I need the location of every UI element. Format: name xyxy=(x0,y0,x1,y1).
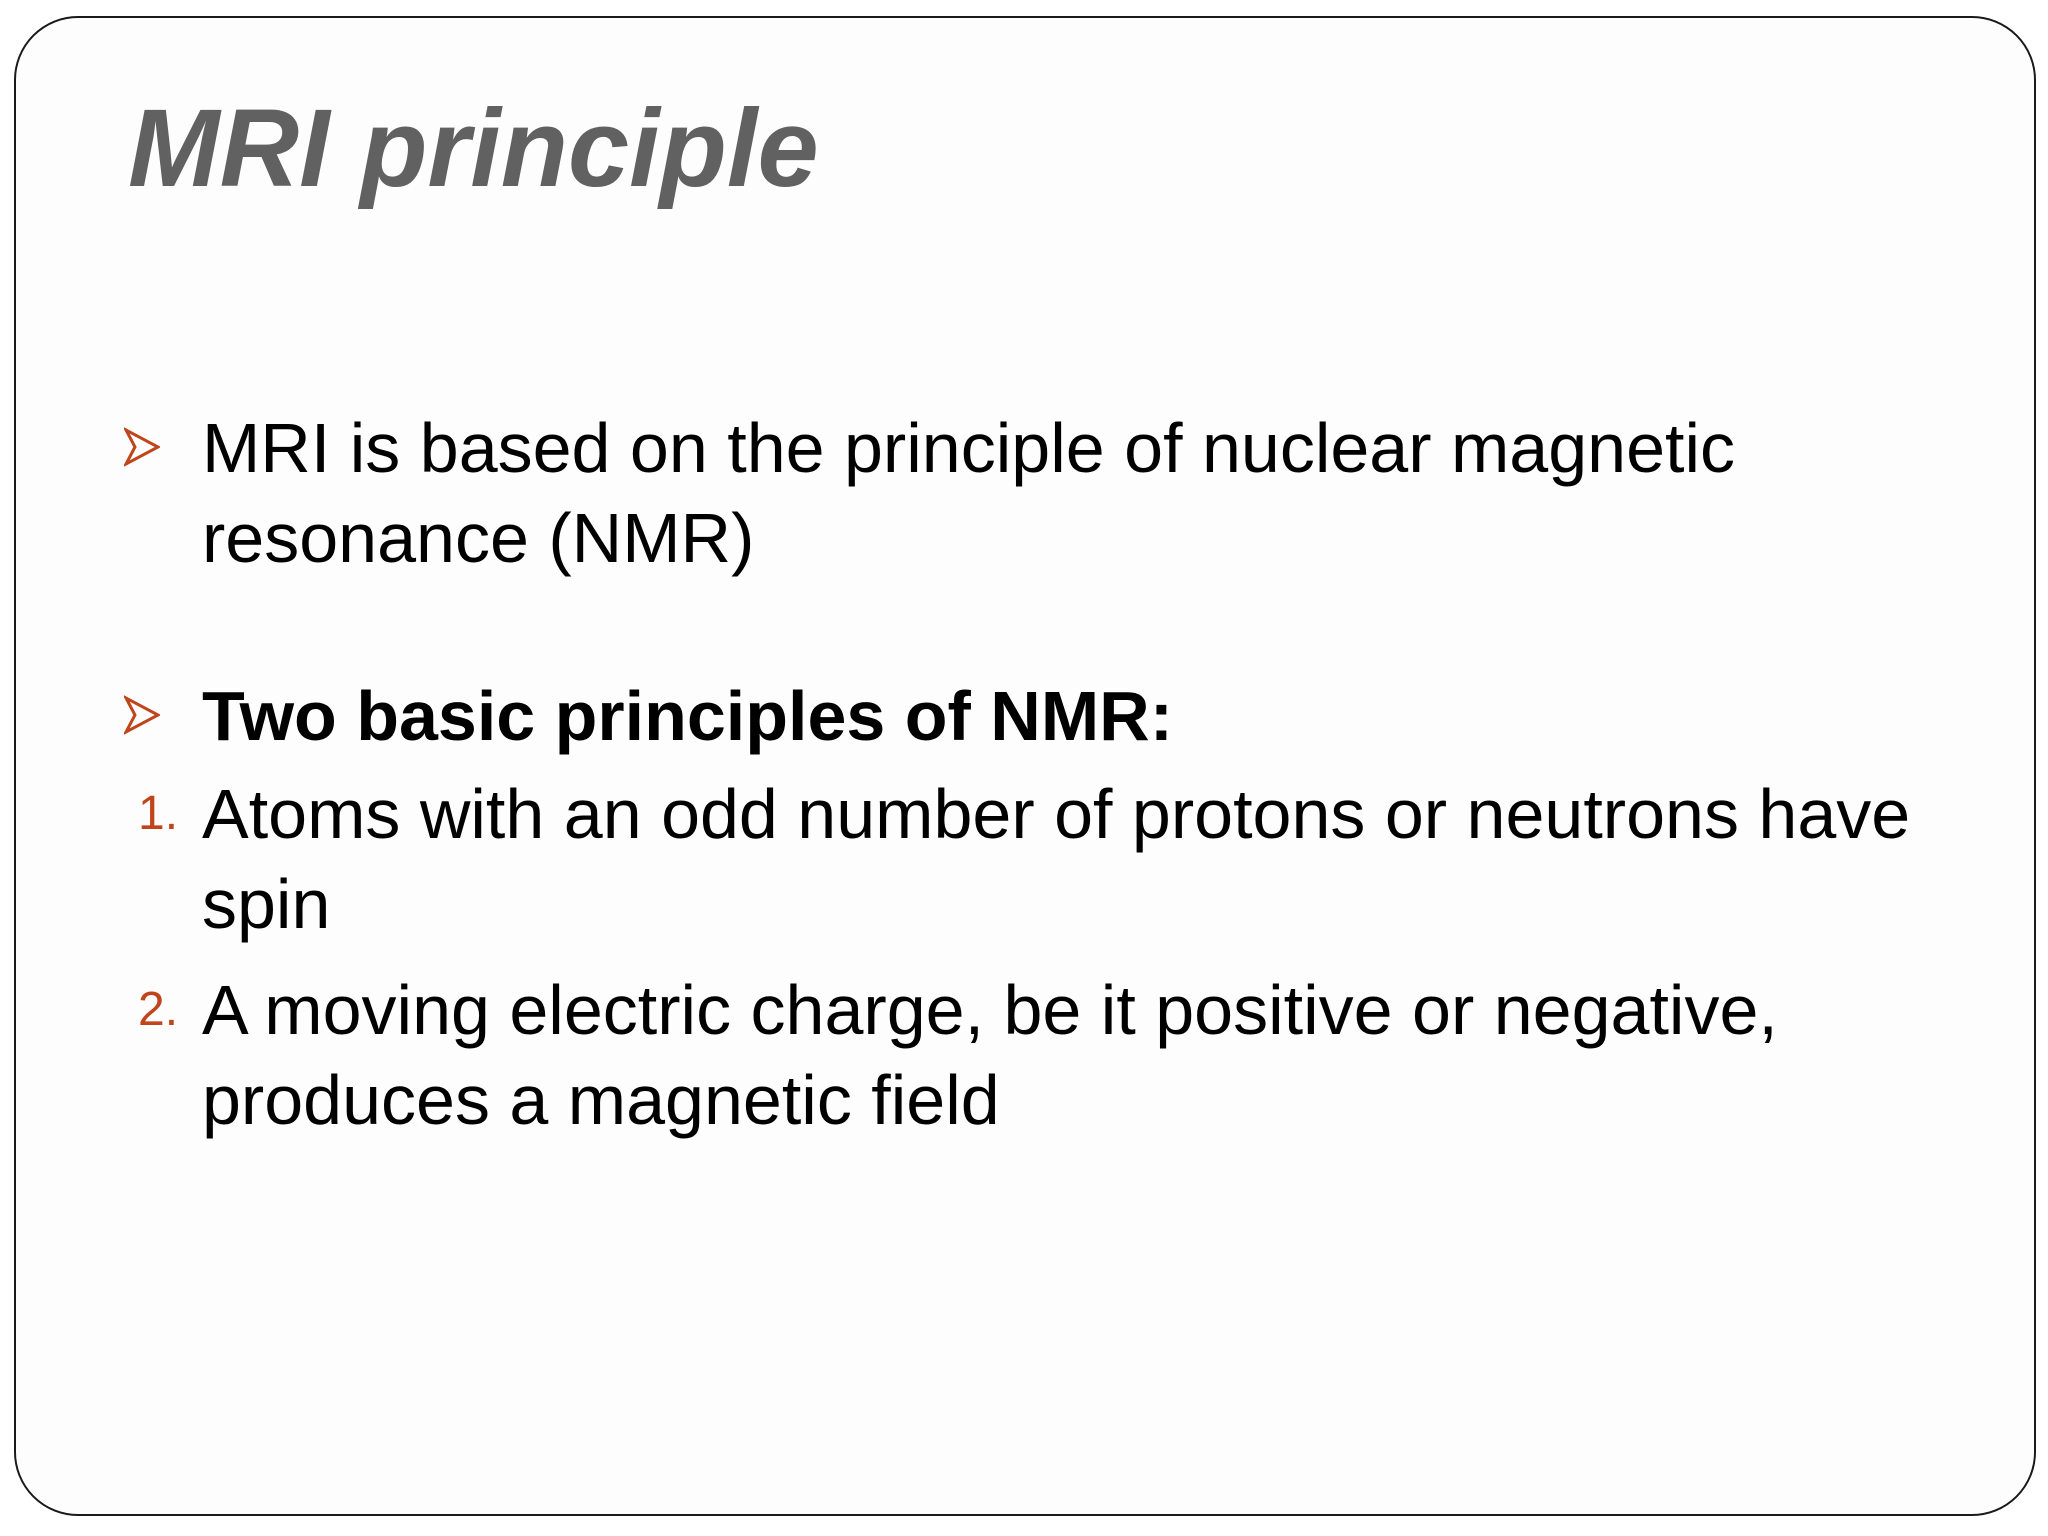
bullet-item xyxy=(124,403,1944,583)
number-marker: 1. xyxy=(138,787,179,840)
slide-title: MRI principle xyxy=(128,87,819,210)
bullet-text-heading: Two basic principles of NMR: xyxy=(202,677,1174,755)
numbered-text: Atoms with an odd number of protons or neutrons have spin xyxy=(202,775,1911,943)
bullet-item xyxy=(124,671,1944,761)
numbered-text: A moving electric charge, be it positive or negative, produces a magnetic field xyxy=(202,971,1778,1139)
bullet-text: MRI is based on the principle of nuclear magnetic resonance (NMR) xyxy=(202,409,1736,577)
numbered-item xyxy=(124,965,1944,1145)
arrow-bullet-icon xyxy=(124,403,202,467)
number-marker: 2. xyxy=(138,983,179,1036)
arrow-bullet-icon xyxy=(124,671,202,735)
slide xyxy=(14,16,2036,1516)
numbered-item xyxy=(124,769,1944,949)
slide-body xyxy=(124,403,1944,1145)
